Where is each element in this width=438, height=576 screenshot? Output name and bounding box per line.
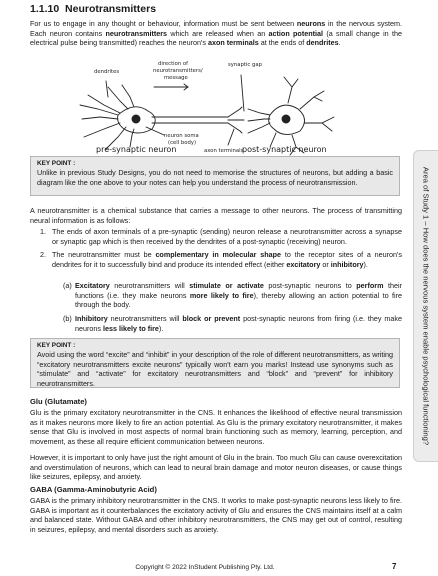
label-dendrites: dendrites [94, 69, 120, 75]
neuron-diagram [78, 57, 338, 157]
label-direction-1: direction of [158, 61, 189, 67]
pre-nucleus [132, 115, 140, 123]
terminal-pointer [228, 129, 234, 145]
list-item-2b [30, 314, 402, 334]
list-text: Inhibitory neurotransmitters will block or prevent post-synaptic neurons from firing (i.e. they make neurons less likely to fire). [75, 314, 402, 333]
label-direction-2: neurotransmitters/ [153, 68, 203, 74]
glu-heading: Glu (Glutamate) [30, 397, 87, 406]
definition-paragraph: A neurotransmitter is a chemical substance that carries a message to other neurons. The process of transmitting neural information is as follows: [30, 206, 402, 225]
page-number: 7 [392, 562, 397, 571]
label-soma-2: (cell body) [168, 140, 197, 146]
section-title: 1.1.10 Neurotransmitters [30, 3, 157, 15]
list-number: (a) [63, 281, 72, 290]
post-nucleus [282, 115, 290, 123]
label-pre-synaptic: pre-synaptic neuron [96, 145, 177, 154]
synaptic-gap-pointer [241, 75, 244, 111]
key-point-text: Avoid using the word “excite” and “inhibit” in your description of the role of different neurotransmitters, as writing “excitatory neurotransmitters excite neurons” typically won't earn you marks! Instead use synonyms such as “stimulate” and “activate” for excitatory neurotransmitters and “block” and “prevent” for inhibitory neurotransmitters. [37, 350, 393, 388]
label-soma-1: neuron soma [164, 133, 199, 139]
key-point-box-1 [30, 156, 400, 196]
list-item-2 [30, 250, 402, 280]
key-point-text: Unlike in previous Study Designs, you do not need to memorise the structures of neurons, but adding a basic diagram like the one above to your notes can help you understand the process of neurotransmission. [37, 168, 393, 187]
list-item-2a [30, 281, 402, 311]
pre-dendrite-1 [80, 105, 118, 115]
label-direction-3: message [164, 75, 188, 81]
label-synaptic-gap: synaptic gap [228, 62, 262, 68]
gaba-paragraph-1: GABA is the primary inhibitory neurotransmitter in the CNS. It works to make post-synaptic neurons less likely to fire. GABA is important as it counterbalances the excitatory activity of Glu and ensures the CNS maintains itself at a calm and balanced state. Without GABA and other inhibitory neurotransmitters, the CNS may get out of control, resulting in seizures, epilepsy, and mental disorders such as anxiety. [30, 496, 402, 534]
list-text: Excitatory neurotransmitters will stimulate or activate post-synaptic neurons to perform their functions (i.e. they make neurons more likely to fire), thereby allowing an action potential to fire through the body. [75, 281, 402, 310]
label-post-synaptic: post-synaptic neuron [242, 145, 327, 154]
list-number: (b) [63, 314, 72, 323]
intro-paragraph: For us to engage in any thought or behaviour, information must be sent between neurons in the nervous system. Each neuron contains neurotransmitters which are released when an action potential (a small change in the electrical pulse being transmitted) reaches the neuron's axon terminals at the ends of dendrites. [30, 19, 403, 48]
key-point-heading: KEY POINT : [37, 160, 76, 167]
list-number: 1. [40, 227, 46, 236]
label-axon-terminals: axon terminals [204, 148, 244, 154]
key-point-box-2 [30, 338, 400, 388]
copyright-footer: Copyright © 2022 InStudent Publishing Pty. Ltd. [135, 564, 275, 571]
list-text: The neurotransmitter must be complementary in molecular shape to the receptor sites of a neuron's dendrites for it to successfully bind and produce its intended effect (either excitatory or inhibitory). [52, 250, 403, 269]
post-dendrite-1 [248, 109, 270, 115]
side-tab-label: Area of Study 1 – How does the nervous system enable psychological functioning? [421, 166, 431, 446]
glu-paragraph-2: However, it is important to only have just the right amount of Glu in the brain. Too much Glu can cause overexcitation and overstimulation of neurons, which can lead to neural brain damage and motor neuron diseases, or cause things like seizures, epilepsy, and anxiety. [30, 453, 402, 482]
list-text: The ends of axon terminals of a pre-synaptic (sending) neuron release a neurotransmitter across a synapse or synaptic gap which is then received by the dendrites of a post-synaptic (receiving) neuron. [52, 227, 402, 246]
key-point-heading: KEY POINT : [37, 342, 76, 349]
list-number: 2. [40, 250, 46, 259]
dendrites-pointer [106, 81, 108, 97]
list-item-1 [30, 227, 402, 247]
side-tab [413, 150, 438, 462]
axon-terminals [228, 109, 242, 131]
glu-paragraph-1: Glu is the primary excitatory neurotransmitter in the CNS. It enhances the likelihood of effective neural transmission as it makes neurons more likely to fire an action potential. As Glu is the primary excitatory neurotransmitter, it makes sense that Glu is involved in most aspects of normal brain functioning such as memory, learning, perception, and movement, as these all require efficient communication between neurons. [30, 408, 402, 446]
gaba-heading: GABA (Gamma-Aminobutyric Acid) [30, 485, 157, 494]
